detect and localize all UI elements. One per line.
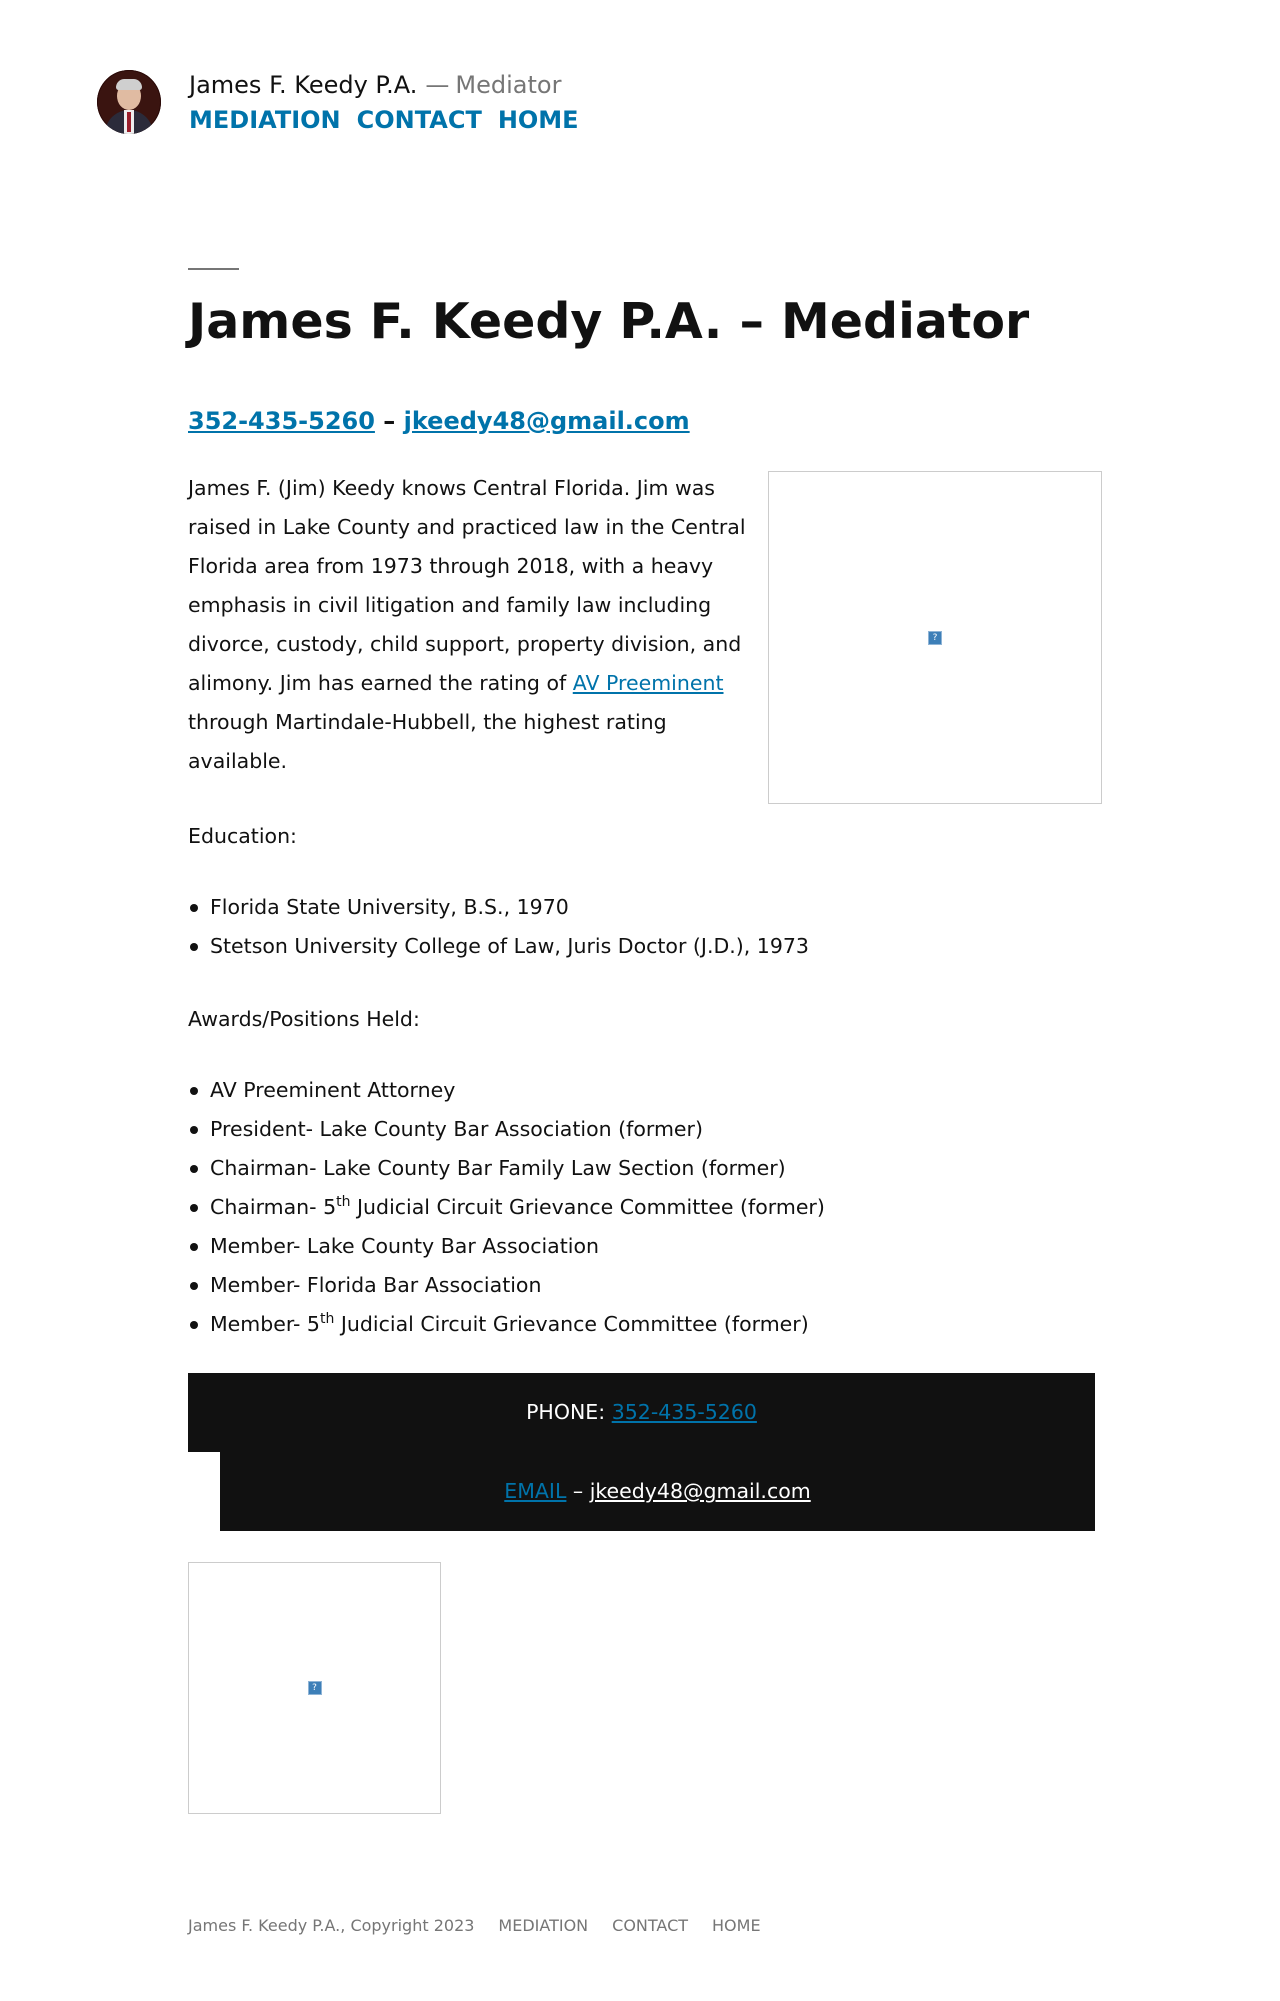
education-list bbox=[188, 888, 809, 966]
site-header bbox=[97, 70, 797, 138]
secondary-image-placeholder bbox=[188, 1562, 441, 1814]
footer-nav-contact[interactable]: CONTACT bbox=[612, 1916, 689, 1935]
title-separator: — bbox=[425, 71, 450, 99]
email-link[interactable]: jkeedy48@gmail.com bbox=[403, 407, 690, 435]
phone-link[interactable]: 352-435-5260 bbox=[188, 407, 375, 435]
list-item: Member- Florida Bar Association bbox=[188, 1266, 825, 1305]
contact-dash: – bbox=[383, 407, 396, 435]
list-item: Florida State University, B.S., 1970 bbox=[188, 888, 809, 927]
band-phone-link[interactable]: 352-435-5260 bbox=[611, 1400, 757, 1424]
list-item: Member- 5th Judicial Circuit Grievance Committee (former) bbox=[188, 1305, 825, 1344]
page-title: James F. Keedy P.A. – Mediator bbox=[188, 293, 1030, 350]
awards-list bbox=[188, 1071, 825, 1344]
site-title-link[interactable]: James F. Keedy P.A. bbox=[189, 71, 418, 99]
list-item: AV Preeminent Attorney bbox=[188, 1071, 825, 1110]
intro-paragraph bbox=[188, 469, 748, 781]
site-branding bbox=[189, 70, 561, 100]
title-divider bbox=[188, 268, 239, 270]
intro-text-before: James F. (Jim) Keedy knows Central Florida. Jim was raised in Lake County and practiced law in the Central Florida area from 1973 through 2018, with a heavy emphasis in civil litigation and family law including divorce, custody, child support, property division, and alimony. Jim has earned the rating of bbox=[188, 476, 746, 695]
list-item: Chairman- 5th Judicial Circuit Grievance Committee (former) bbox=[188, 1188, 825, 1227]
site-footer bbox=[188, 1914, 761, 1938]
band-phone-label: PHONE: bbox=[526, 1400, 612, 1424]
band-email-label-link[interactable]: EMAIL bbox=[504, 1479, 567, 1503]
broken-image-icon: ? bbox=[928, 631, 942, 645]
contact-line bbox=[188, 404, 690, 438]
band-email-separator: – bbox=[566, 1479, 590, 1503]
broken-image-icon: ? bbox=[308, 1681, 322, 1695]
footer-copyright: James F. Keedy P.A., Copyright 2023 bbox=[188, 1916, 475, 1935]
email-band bbox=[220, 1452, 1095, 1531]
list-item: President- Lake County Bar Association (former) bbox=[188, 1110, 825, 1149]
band-email-link[interactable]: jkeedy48@gmail.com bbox=[589, 1479, 811, 1503]
site-description: Mediator bbox=[455, 71, 562, 99]
phone-band bbox=[188, 1373, 1095, 1452]
site-logo-avatar[interactable] bbox=[97, 70, 161, 134]
intro-text-after: through Martindale-Hubbell, the highest rating available. bbox=[188, 710, 667, 773]
awards-label: Awards/Positions Held: bbox=[188, 1007, 420, 1031]
profile-image-placeholder bbox=[768, 471, 1102, 804]
footer-nav-home[interactable]: HOME bbox=[712, 1916, 761, 1935]
main-navigation bbox=[189, 106, 595, 134]
list-item: Stetson University College of Law, Juris Doctor (J.D.), 1973 bbox=[188, 927, 809, 966]
list-item: Member- Lake County Bar Association bbox=[188, 1227, 825, 1266]
education-label: Education: bbox=[188, 824, 297, 848]
list-item: Chairman- Lake County Bar Family Law Section (former) bbox=[188, 1149, 825, 1188]
footer-nav-mediation[interactable]: MEDIATION bbox=[498, 1916, 589, 1935]
av-preeminent-link[interactable]: AV Preeminent bbox=[572, 671, 724, 695]
nav-mediation[interactable]: MEDIATION bbox=[189, 106, 341, 134]
nav-contact[interactable]: CONTACT bbox=[356, 106, 482, 134]
nav-home[interactable]: HOME bbox=[497, 106, 579, 134]
